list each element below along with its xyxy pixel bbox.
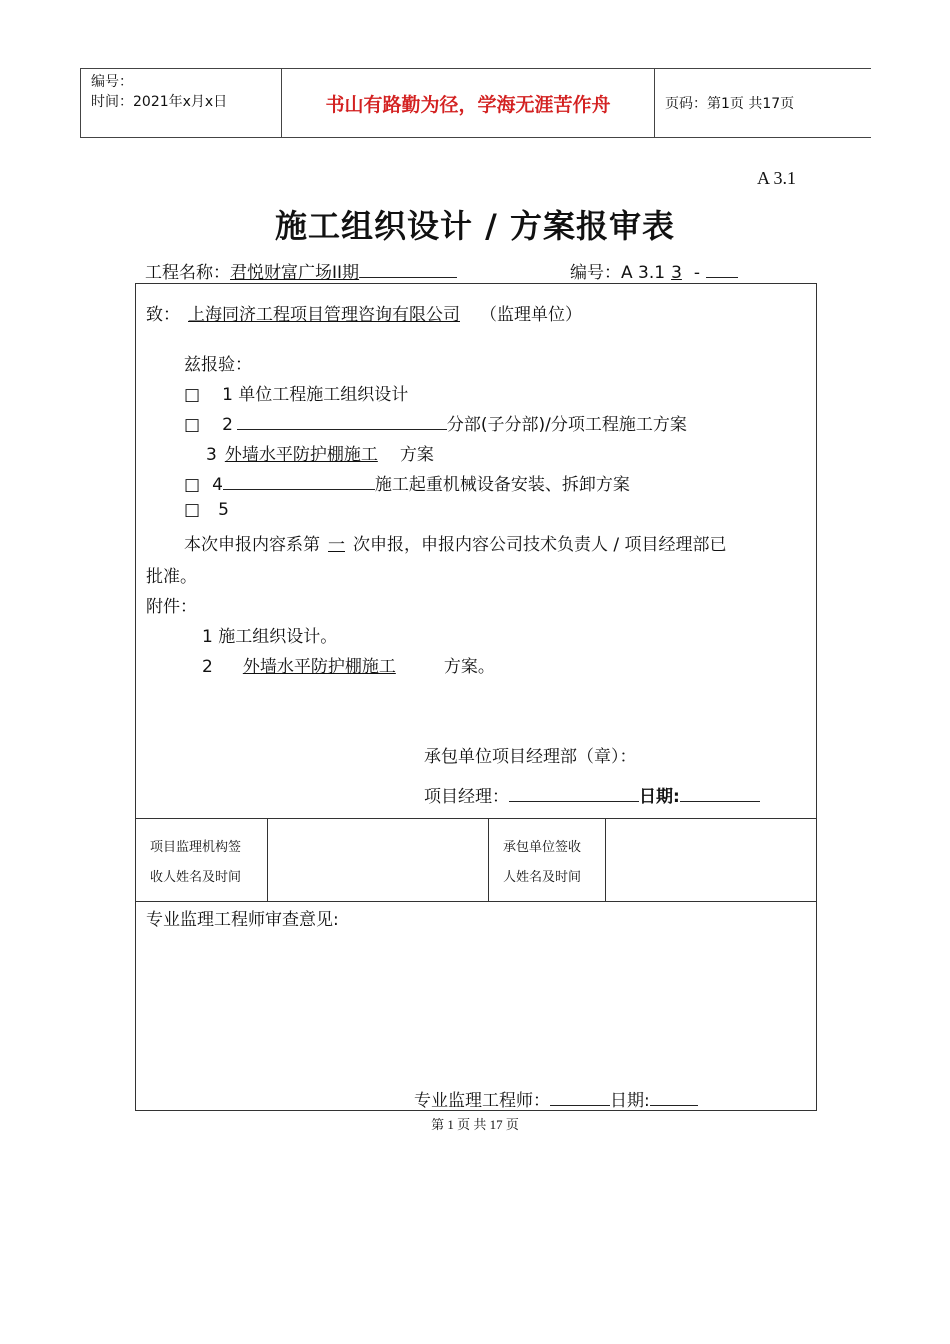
engineer-date-blank bbox=[650, 1089, 698, 1106]
option-1-text: 1 单位工程施工组织设计 bbox=[222, 385, 409, 405]
page-info: 页码：第1页 共17页 bbox=[665, 96, 795, 112]
option-2-num: 2 bbox=[222, 415, 233, 435]
pm-label: 项目经理： bbox=[424, 787, 509, 807]
option-2-text: 分部(子分部)/分项工程施工方案 bbox=[446, 415, 687, 435]
page-title: 施工组织设计 / 方案报审表 bbox=[275, 207, 675, 245]
to-row bbox=[146, 300, 582, 325]
option-3-text: 方案 bbox=[399, 445, 434, 465]
option-2 bbox=[184, 410, 687, 435]
option-3-num: 3 bbox=[206, 445, 217, 465]
header-table bbox=[80, 68, 871, 138]
option-1 bbox=[184, 380, 408, 405]
pm-row bbox=[424, 782, 760, 807]
engineer-date-label: 日期: bbox=[610, 1091, 650, 1111]
contractor-sign-line1: 承包单位签收 bbox=[503, 840, 582, 855]
project-label: 工程名称： bbox=[145, 263, 230, 283]
option-2-checkbox[interactable]: □ bbox=[184, 415, 201, 435]
submission-post2: 批准。 bbox=[146, 567, 197, 587]
option-3 bbox=[206, 440, 434, 465]
engineer-blank bbox=[550, 1089, 610, 1106]
option-4-text: 施工起重机械设备安装、拆卸方案 bbox=[374, 475, 630, 495]
attachment-2-value: 外墙水平防护棚施工 bbox=[242, 657, 396, 677]
page-footer: 第 1 页 共 17 页 bbox=[431, 1117, 519, 1132]
intro: 兹报验： bbox=[184, 355, 252, 375]
supervisor-sign-label-cell bbox=[136, 819, 268, 901]
option-3-value: 外墙水平防护棚施工 bbox=[224, 445, 378, 465]
submission-pre: 本次申报内容系第 bbox=[184, 535, 320, 555]
contractor-stamp-label: 承包单位项目经理部（章）： bbox=[424, 747, 637, 767]
to-unit: 上海同济工程项目管理咨询有限公司 bbox=[188, 305, 460, 325]
form-body bbox=[135, 283, 817, 1111]
contractor-sign-line2: 人姓名及时间 bbox=[503, 870, 582, 885]
option-4-blank bbox=[223, 473, 375, 490]
project-number-suffix: - bbox=[693, 263, 701, 283]
supervisor-sign-field[interactable] bbox=[268, 819, 489, 901]
project-number-blank bbox=[706, 261, 738, 278]
option-4-checkbox[interactable]: □ bbox=[184, 475, 201, 495]
project-name-blank bbox=[359, 261, 457, 278]
project-name-row bbox=[145, 258, 457, 283]
engineer-row bbox=[414, 1086, 698, 1111]
divider-bottom bbox=[136, 901, 816, 902]
to-label: 致： bbox=[146, 305, 180, 325]
option-5 bbox=[184, 500, 229, 520]
attachment-label: 附件： bbox=[146, 597, 197, 617]
number-label: 编号： bbox=[91, 74, 133, 90]
time-label: 时间：2021年x月x日 bbox=[91, 94, 228, 110]
supervisor-sign-line1: 项目监理机构签 bbox=[150, 840, 242, 855]
attachment-2-num: 2 bbox=[202, 657, 213, 677]
pm-blank bbox=[509, 785, 639, 802]
option-1-checkbox[interactable]: □ bbox=[184, 385, 201, 405]
option-4 bbox=[184, 470, 630, 495]
project-number-label: 编号：A 3.1 bbox=[570, 263, 666, 283]
motto: 书山有路勤为径，学海无涯苦作舟 bbox=[282, 69, 655, 137]
pm-date-blank bbox=[680, 785, 760, 802]
submission-line bbox=[184, 530, 727, 555]
option-5-num: 5 bbox=[218, 500, 229, 520]
to-suffix: （监理单位） bbox=[480, 305, 582, 325]
contractor-sign-field[interactable] bbox=[606, 819, 816, 901]
option-4-num: 4 bbox=[212, 475, 223, 495]
project-name: 君悦财富广场II期 bbox=[230, 263, 360, 283]
project-number-value: 3 bbox=[671, 263, 682, 283]
option-2-blank bbox=[237, 413, 447, 430]
contractor-sign-label-cell bbox=[489, 819, 606, 901]
review-label: 专业监理工程师审查意见: bbox=[146, 910, 339, 930]
project-number-row bbox=[570, 258, 738, 283]
attachment-2 bbox=[202, 652, 495, 677]
header-meta-cell bbox=[81, 69, 282, 137]
attachment-1: 1 施工组织设计。 bbox=[202, 627, 338, 647]
attachment-2-text: 方案。 bbox=[443, 657, 495, 677]
submission-count: 一 bbox=[328, 535, 345, 555]
engineer-label: 专业监理工程师： bbox=[414, 1091, 550, 1111]
option-5-checkbox[interactable]: □ bbox=[184, 500, 201, 520]
supervisor-sign-line2: 收人姓名及时间 bbox=[150, 870, 242, 885]
submission-post: 次申报，申报内容公司技术负责人 / 项目经理部已 bbox=[353, 535, 727, 555]
pm-date-label: 日期: bbox=[639, 787, 680, 807]
form-code: A 3.1 bbox=[757, 168, 797, 188]
